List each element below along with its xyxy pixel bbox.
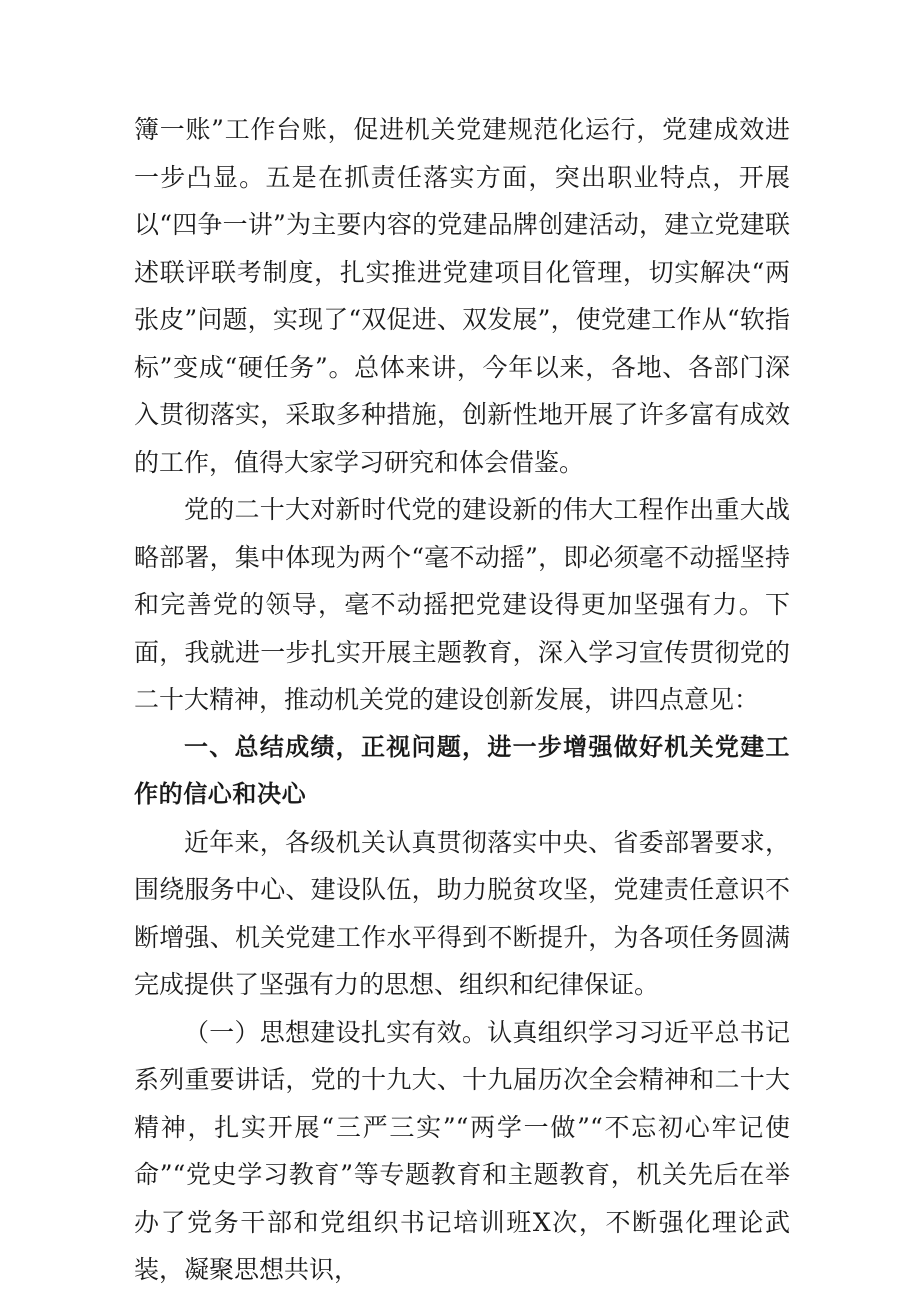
section-heading-1: 一、总结成绩，正视问题，进一步增强做好机关党建工作的信心和决心 [134, 732, 790, 808]
document-body [134, 106, 790, 1294]
paragraph-4: （一）思想建设扎实有效。认真组织学习习近平总书记系列重要讲话，党的十九大、十九届历次全会精神和二十大精神，扎实开展“三严三实”“两学一做”“不忘初心牢记使命”“党史学习教育”等专题教育和主题教育，机关先后在举办了党务干部和党组织书记培训班X次，不断强化理论武装，凝聚思想共识， [134, 1017, 790, 1284]
paragraph-3: 近年来，各级机关认真贯彻落实中央、省委部署要求，围绕服务中心、建设队伍，助力脱贫攻坚，党建责任意识不断增强、机关党建工作水平得到不断提升，为各项任务圆满完成提供了坚强有力的思想、组织和纪律保证。 [134, 827, 790, 999]
paragraph-2: 党的二十大对新时代党的建设新的伟大工程作出重大战略部署，集中体现为两个“毫不动摇”，即必须毫不动摇坚持和完善党的领导，毫不动摇把党建设得更加坚强有力。下面，我就进一步扎实开展主题教育，深入学习宣传贯彻党的二十大精神，推动机关党的建设创新发展，讲四点意见： [134, 495, 790, 714]
paragraph-1: 簿一账”工作台账，促进机关党建规范化运行，党建成效进一步凸显。五是在抓责任落实方面，突出职业特点，开展以“四争一讲”为主要内容的党建品牌创建活动，建立党建联述联评联考制度，扎实推进党建项目化管理，切实解决“两张皮”问题，实现了“双促进、双发展”，使党建工作从“软指标”变成“硬任务”。总体来讲，今年以来，各地、各部门深入贯彻落实，采取多种措施，创新性地开展了许多富有成效的工作，值得大家学习研究和体会借鉴。 [134, 115, 790, 477]
